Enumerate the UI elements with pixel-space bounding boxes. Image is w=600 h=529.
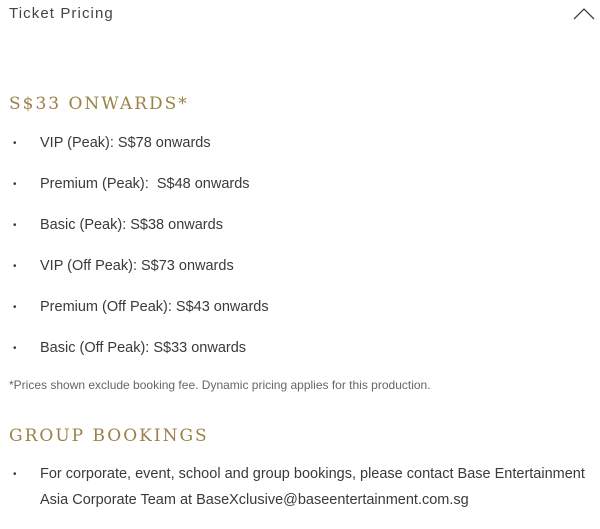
accordion-title: Ticket Pricing	[9, 5, 114, 22]
price-vip-peak: VIP (Peak): S$78 onwards	[40, 135, 211, 151]
price-basic-peak: Basic (Peak): S$38 onwards	[40, 217, 223, 233]
bullet-icon: •	[13, 302, 17, 313]
price-vip-off-peak: VIP (Off Peak): S$73 onwards	[40, 258, 234, 274]
pricing-note: *Prices shown exclude booking fee. Dynamic pricing applies for this production.	[9, 378, 431, 392]
bullet-icon: •	[13, 220, 17, 231]
bullet-icon: •	[13, 343, 17, 354]
price-premium-off-peak: Premium (Off Peak): S$43 onwards	[40, 299, 269, 315]
group-bookings-text: For corporate, event, school and group bookings, please contact Base Entertainment Asia Corporate Team at BaseXclusive@baseentertainment.com.sg	[40, 466, 585, 508]
bullet-icon: •	[13, 179, 17, 190]
chevron-up-icon[interactable]	[573, 7, 595, 21]
pricing-heading: S$33 ONWARDS*	[9, 94, 189, 114]
group-bookings-heading: GROUP BOOKINGS	[9, 426, 209, 446]
price-basic-off-peak: Basic (Off Peak): S$33 onwards	[40, 340, 247, 356]
bullet-icon: •	[13, 138, 17, 149]
accordion-header[interactable]	[0, 0, 600, 32]
bullet-icon: •	[13, 469, 17, 480]
price-premium-peak: Premium (Peak): S$48 onwards	[40, 176, 250, 192]
bullet-icon: •	[13, 261, 17, 272]
